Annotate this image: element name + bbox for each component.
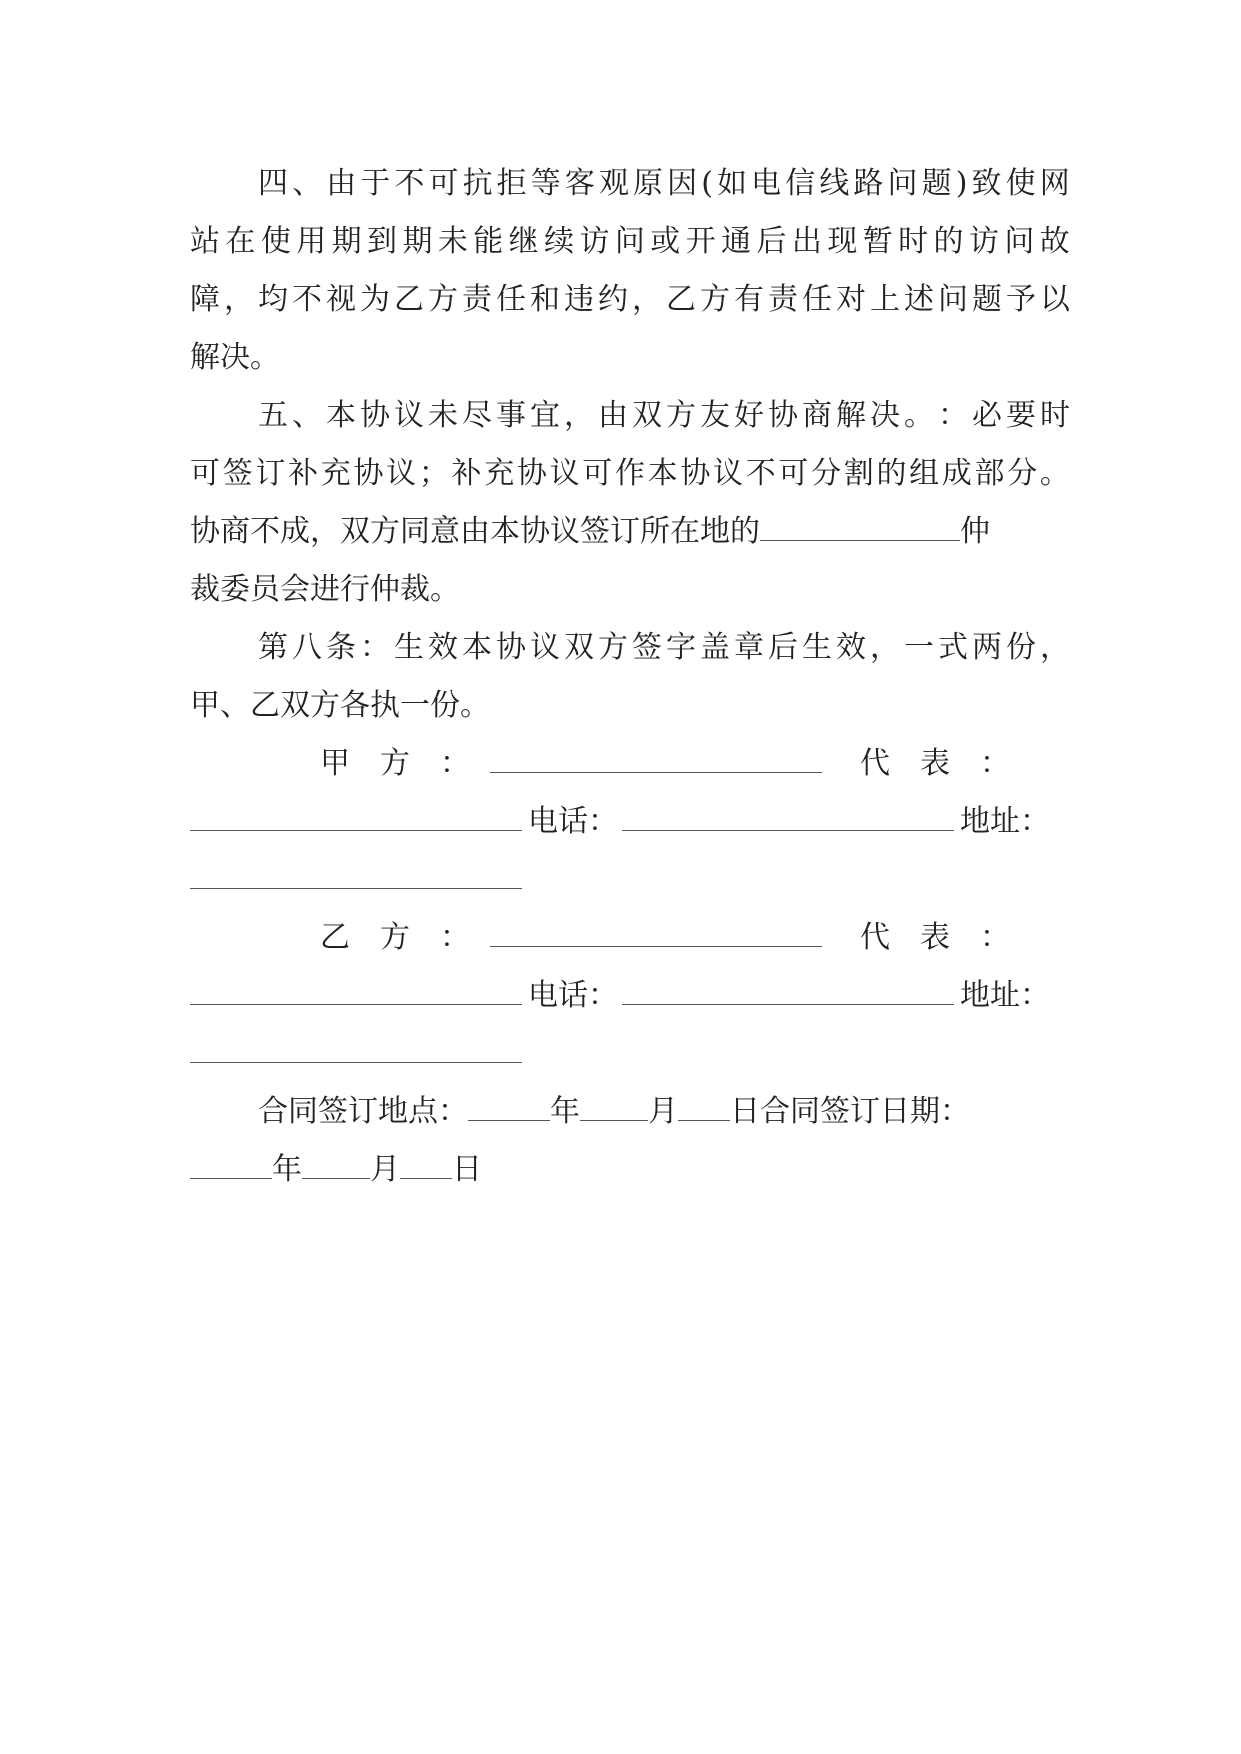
party-a-rep-label: 代 表 ：: [860, 746, 1010, 781]
paragraph-4-line-4: 解决。: [190, 340, 280, 375]
signing-date-month-blank[interactable]: [302, 1150, 370, 1179]
paragraph-5-line-4: 裁委员会进行仲裁。: [190, 572, 460, 607]
paragraph-5-line-3-end: 仲: [960, 514, 990, 549]
party-a-address-row: [190, 860, 1070, 900]
party-b-rep-blank[interactable]: [190, 976, 522, 1005]
party-b-phone-blank[interactable]: [622, 976, 954, 1005]
signing-date-day-label: 日: [452, 1152, 482, 1187]
party-a-address-label: 地址：: [960, 804, 1050, 839]
paragraph-5-line-1: 五 、 本 协 议 未 尽 事 宜 ， 由 双 方 友 好 协 商 解 决 。 ： 必 要 时: [258, 398, 1070, 433]
party-b-label: 乙 方 ：: [320, 920, 470, 955]
signing-date-year-label: 年: [272, 1152, 302, 1187]
party-a-row: [320, 744, 1070, 784]
party-a-phone-blank[interactable]: [622, 802, 954, 831]
paragraph-4-line-2: 站 在 使 用 期 到 期 未 能 继 续 访 问 或 开 通 后 出 现 暂 时 的 访 问 故: [190, 224, 1070, 259]
signing-day-blank[interactable]: [678, 1092, 730, 1121]
party-b-row: [320, 918, 1070, 958]
party-a-rep-blank[interactable]: [190, 802, 522, 831]
article-8-line-2: 甲、乙双方各执一份。: [190, 688, 490, 723]
party-b-rep-label: 代 表 ：: [860, 920, 1010, 955]
signing-date-label: 日合同签订日期：: [730, 1094, 970, 1129]
paragraph-5-line-3: [190, 512, 1070, 552]
signing-date-day-blank[interactable]: [400, 1150, 452, 1179]
party-b-contact-row: [190, 976, 1070, 1016]
arbitration-location-blank[interactable]: [760, 512, 960, 541]
paragraph-5-line-2: 可 签 订 补 充 协 议 ； 补 充 协 议 可 作 本 协 议 不 可 分 割 的 组 成 部 分 。: [190, 456, 1070, 491]
party-a-name-blank[interactable]: [490, 744, 822, 773]
signing-month-label: 月: [648, 1094, 678, 1129]
paragraph-5-line-3-text: 协商不成，双方同意由本协议签订所在地的: [190, 514, 760, 549]
article-8-line-1: 第 八 条 ： 生 效 本 协 议 双 方 签 字 盖 章 后 生 效 ， 一 式 两 份 ，: [258, 630, 1070, 665]
party-b-phone-label: 电话：: [528, 978, 618, 1013]
signing-month-blank[interactable]: [580, 1092, 648, 1121]
paragraph-4-line-3: 障 ， 均 不 视 为 乙 方 责 任 和 违 约 ， 乙 方 有 责 任 对 上 述 问 题 予 以: [190, 282, 1070, 317]
party-a-contact-row: [190, 802, 1070, 842]
party-b-address-row: [190, 1034, 1070, 1074]
signing-place-label: 合同签订地点：: [258, 1094, 468, 1129]
party-b-name-blank[interactable]: [490, 918, 822, 947]
party-a-phone-label: 电话：: [528, 804, 618, 839]
signing-row: [258, 1092, 1070, 1132]
signing-year-label: 年: [550, 1094, 580, 1129]
party-a-label: 甲 方 ：: [320, 746, 470, 781]
paragraph-4-line-1: 四 、 由 于 不 可 抗 拒 等 客 观 原 因 ( 如 电 信 线 路 问 题 ) 致 使 网: [258, 166, 1070, 201]
signing-date-year-blank[interactable]: [190, 1150, 272, 1179]
signing-date-month-label: 月: [370, 1152, 400, 1187]
party-b-address-label: 地址：: [960, 978, 1050, 1013]
signing-date-row: [190, 1150, 1070, 1190]
party-a-address-blank[interactable]: [190, 860, 522, 889]
signing-year-blank[interactable]: [468, 1092, 550, 1121]
party-b-address-blank[interactable]: [190, 1034, 522, 1063]
